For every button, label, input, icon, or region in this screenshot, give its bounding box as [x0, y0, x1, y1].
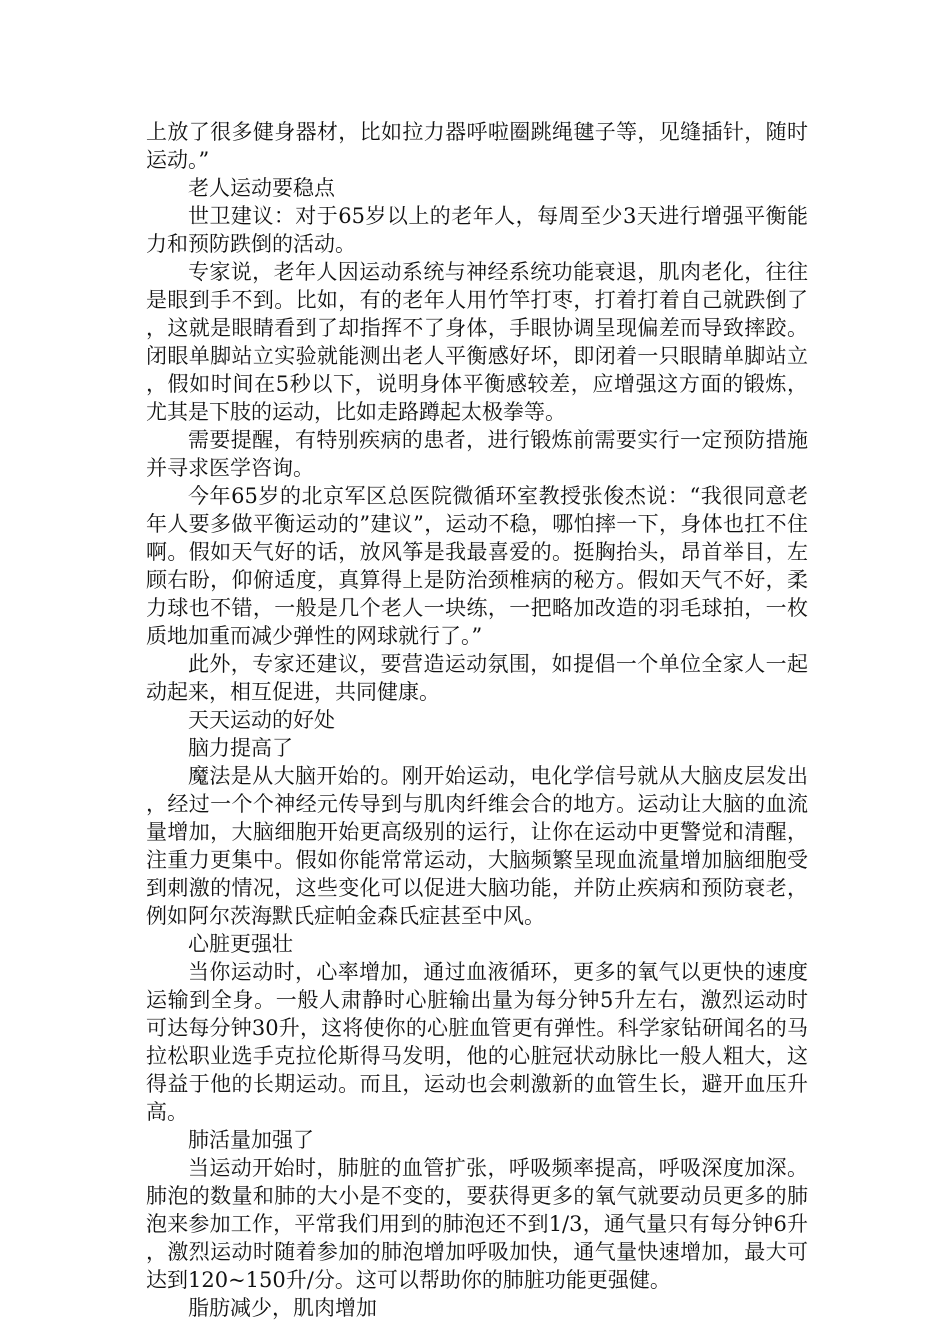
- subsection-heading: 肺活量加强了: [188, 1128, 314, 1152]
- section-heading: 老人运动要稳点: [188, 176, 335, 200]
- paragraph: 当你运动时，心率增加，通过血液循环，更多的氧气以更快的速度运输到全身。一般人肃静时心脏输出量为每分钟5升左右，激烈运动时可达每分钟30升，这将使你的心脏血管更有弹性。科学家钻研闻名的马拉松职业选手克拉伦斯得马发明，他的心脏冠状动脉比一般人粗大，这得益于他的长期运动。而且，运动也会刺激新的血管生长，避开血压升高。: [146, 960, 808, 1124]
- subsection-heading: 脂肪减少，肌肉增加: [188, 1296, 377, 1320]
- paragraph: 今年65岁的北京军区总医院微循环室教授张俊杰说：“我很同意老年人要多做平衡运动的”建议”，运动不稳，哪怕摔一下，身体也扛不住啊。假如天气好的话，放风筝是我最喜爱的。挺胸抬头，昂首举目，左顾右盼，仰俯适度，真算得上是防治颈椎病的秘方。假如天气不好，柔力球也不错，一般是几个老人一块练，一把略加改造的羽毛球拍，一枚质地加重而减少弹性的网球就行了。”: [146, 484, 808, 648]
- paragraph: 需要提醒，有特别疾病的患者，进行锻炼前需要实行一定预防措施并寻求医学咨询。: [146, 428, 808, 480]
- document-body: [146, 118, 808, 1322]
- paragraph: 世卫建议：对于65岁以上的老年人，每周至少3天进行增强平衡能力和预防跌倒的活动。: [146, 204, 808, 256]
- paragraph: 此外，专家还建议，要营造运动氛围，如提倡一个单位全家人一起动起来，相互促进，共同健康。: [146, 652, 808, 704]
- paragraph: 魔法是从大脑开始的。刚开始运动，电化学信号就从大脑皮层发出，经过一个个神经元传导到与肌肉纤维会合的地方。运动让大脑的血流量增加，大脑细胞开始更高级别的运行，让你在运动中更警觉和清醒，注重力更集中。假如你能常常运动，大脑频繁呈现血流量增加脑细胞受到刺激的情况，这些变化可以促进大脑功能，并防止疾病和预防衰老，例如阿尔茨海默氏症帕金森氏症甚至中风。: [146, 764, 808, 928]
- paragraph-continuation: 上放了很多健身器材，比如拉力器呼啦圈跳绳毽子等，见缝插针，随时运动。”: [146, 120, 808, 172]
- section-heading: 天天运动的好处: [188, 708, 335, 732]
- subsection-heading: 脑力提高了: [188, 736, 293, 760]
- subsection-heading: 心脏更强壮: [188, 932, 293, 956]
- paragraph: 专家说，老年人因运动系统与神经系统功能衰退，肌肉老化，往往是眼到手不到。比如，有的老年人用竹竿打枣，打着打着自己就跌倒了，这就是眼睛看到了却指挥不了身体，手眼协调呈现偏差而导致摔跤。闭眼单脚站立实验就能测出老人平衡感好坏，即闭着一只眼睛单脚站立，假如时间在5秒以下，说明身体平衡感较差，应增强这方面的锻炼，尤其是下肢的运动，比如走路蹲起太极拳等。: [146, 260, 808, 424]
- paragraph: 当运动开始时，肺脏的血管扩张，呼吸频率提高，呼吸深度加深。肺泡的数量和肺的大小是不变的，要获得更多的氧气就要动员更多的肺泡来参加工作，平常我们用到的肺泡还不到1/3，通气量只有每分钟6升，激烈运动时随着参加的肺泡增加呼吸加快，通气量快速增加，最大可达到120~150升/分。这可以帮助你的肺脏功能更强健。: [146, 1156, 808, 1292]
